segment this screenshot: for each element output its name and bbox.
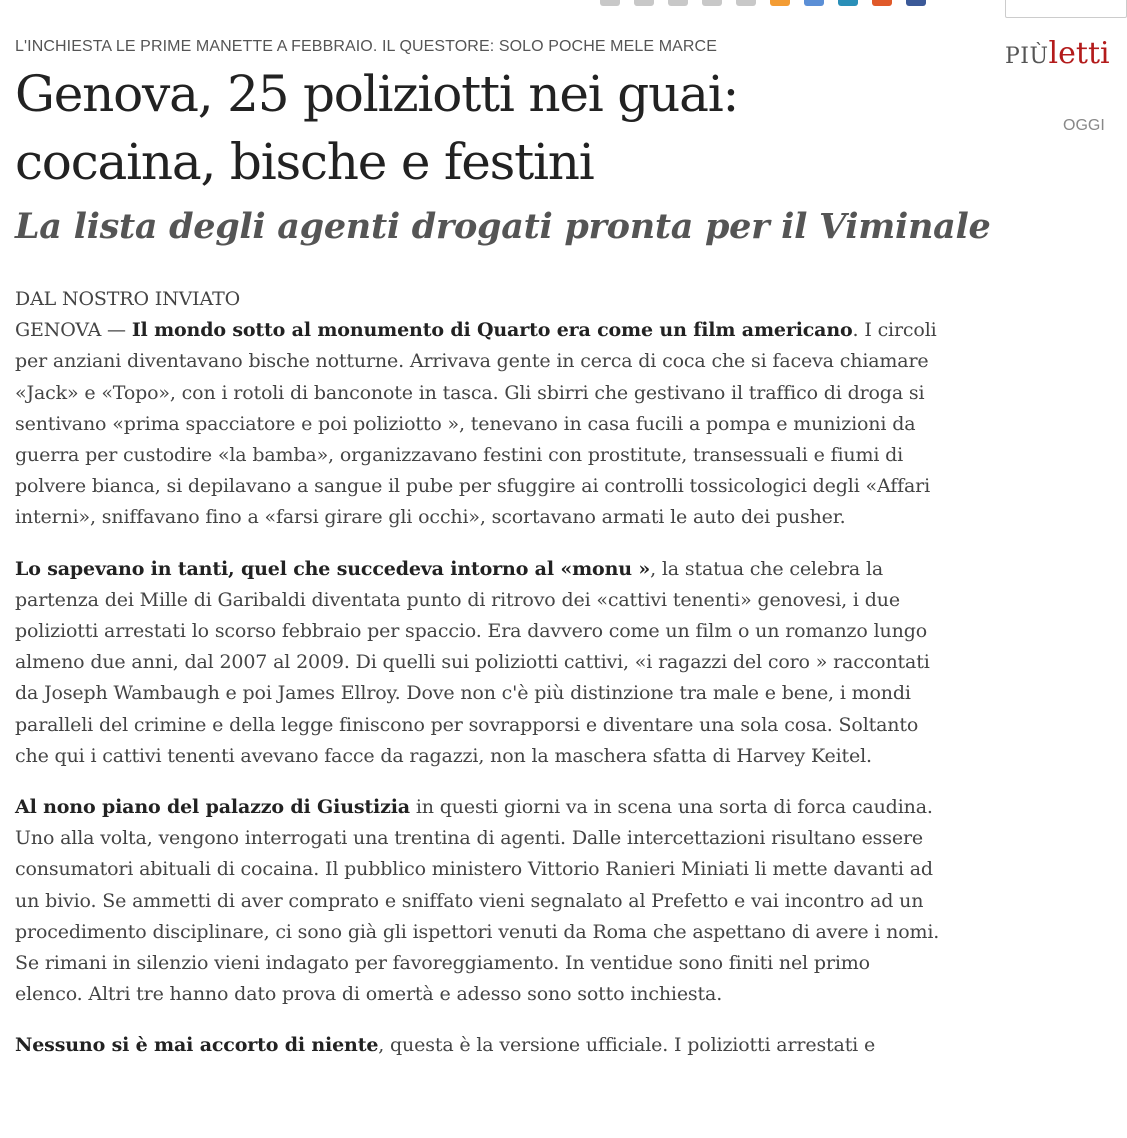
article-paragraph bbox=[15, 554, 940, 772]
paragraph-text: . I circoli per anziani diventavano bische notturne. Arrivava gente in cerca di coca che si faceva chiamare «Jack» e «Topo», con i rotoli di banconote in tasca. Gli sbirri che gestivano il traffico di droga si sentivano «prima spacciatore e poi poliziotto », tenevano in casa fucili a pompa e munizioni da guerra per custodire «la bamba», organizzavano festini con prostitute, transessuali e fiumi di polvere bianca, si depilavano a sangue il pube per sfuggire ai controlli tossicologici degli «Affari interni», sniffavano fino a «farsi girare gli occhi», scortavano armati le auto dei pusher. bbox=[15, 319, 937, 529]
share-toolbar bbox=[600, 0, 926, 6]
most-read-highlight: letti bbox=[1048, 36, 1110, 71]
tab-oggi[interactable]: OGGI bbox=[1063, 117, 1105, 134]
paragraph-lead: Il mondo sotto al monumento di Quarto era come un film americano bbox=[131, 319, 853, 342]
article-subtitle: La lista degli agenti drogati pronta per il Viminale bbox=[15, 206, 991, 247]
article-headline: Genova, 25 poliziotti nei guai: cocaina, bische e festini bbox=[15, 65, 739, 191]
article-paragraph bbox=[15, 1030, 940, 1061]
paragraph-lead: Nessuno si è mai accorto di niente bbox=[15, 1034, 379, 1057]
byline: DAL NOSTRO INVIATO bbox=[15, 288, 241, 310]
article-paragraph bbox=[15, 792, 940, 1010]
paragraph-text: , la statua che celebra la partenza dei Mille di Garibaldi diventata punto di ritrovo dei «cattivi tenenti» genovesi, i due poliziotti arrestati lo scorso febbraio per spaccio. Era davvero come un film o un romanzo lungo almeno due anni, dal 2007 al 2009. Di quelli sui poliziotti cattivi, «i ragazzi del coro » raccontati da Joseph Wambaugh e poi James Ellroy. Dove non c'è più distinzione tra male e bene, i mondi paralleli del crimine e della legge finiscono per sovrapporsi e diventare una sola cosa. Soltanto che qui i cattivi tenenti avevano facce da ragazzi, non la maschera sfatta di Harvey Keitel. bbox=[15, 557, 930, 767]
text-large-icon[interactable] bbox=[634, 0, 654, 6]
facebook-icon[interactable] bbox=[906, 0, 926, 6]
paragraph-text: in questi giorni va in scena una sorta di forca caudina. Uno alla volta, vengono interrogati una trentina di agenti. Dalle intercettazioni risultano essere consumatori abituali di cocaina. Il pubblico ministero Vittorio Ranieri Miniati li mette davanti ad un bivio. Se ammetti di aver comprato e sniffato vieni segnalato al Prefetto e vai incontro ad un procedimento disciplinare, ci sono già gli ispettori venuti da Roma che aspettano di avere i nomi. Se rimani in silenzio vieni indagato per favoreggiamento. In ventidue sono finiti nel primo elenco. Altri tre hanno dato prova di omertà e adesso sono sotto inchiesta. bbox=[15, 796, 940, 1006]
rss-icon[interactable] bbox=[770, 0, 790, 6]
paragraph-lead: Lo sapevano in tanti, quel che succedeva intorno al «monu » bbox=[15, 557, 651, 580]
most-read-title bbox=[1005, 36, 1110, 71]
dateline: GENOVA — bbox=[15, 319, 132, 342]
delicious-icon[interactable] bbox=[804, 0, 824, 6]
share-icon[interactable] bbox=[838, 0, 858, 6]
email-icon[interactable] bbox=[702, 0, 722, 6]
archive-icon[interactable] bbox=[736, 0, 756, 6]
search-box[interactable] bbox=[1005, 0, 1127, 18]
okno-icon[interactable] bbox=[872, 0, 892, 6]
paragraph-text: , questa è la versione ufficiale. I poliziotti arrestati e bbox=[378, 1034, 876, 1057]
article-body bbox=[15, 284, 940, 1082]
print-icon[interactable] bbox=[668, 0, 688, 6]
article-paragraph bbox=[15, 284, 940, 534]
most-read-prefix: PIÙ bbox=[1005, 44, 1049, 69]
article-kicker: L'INCHIESTA LE PRIME MANETTE A FEBBRAIO. IL QUESTORE: SOLO POCHE MELE MARCE bbox=[15, 38, 717, 55]
paragraph-lead: Al nono piano del palazzo di Giustizia bbox=[15, 796, 410, 819]
text-small-icon[interactable] bbox=[600, 0, 620, 6]
